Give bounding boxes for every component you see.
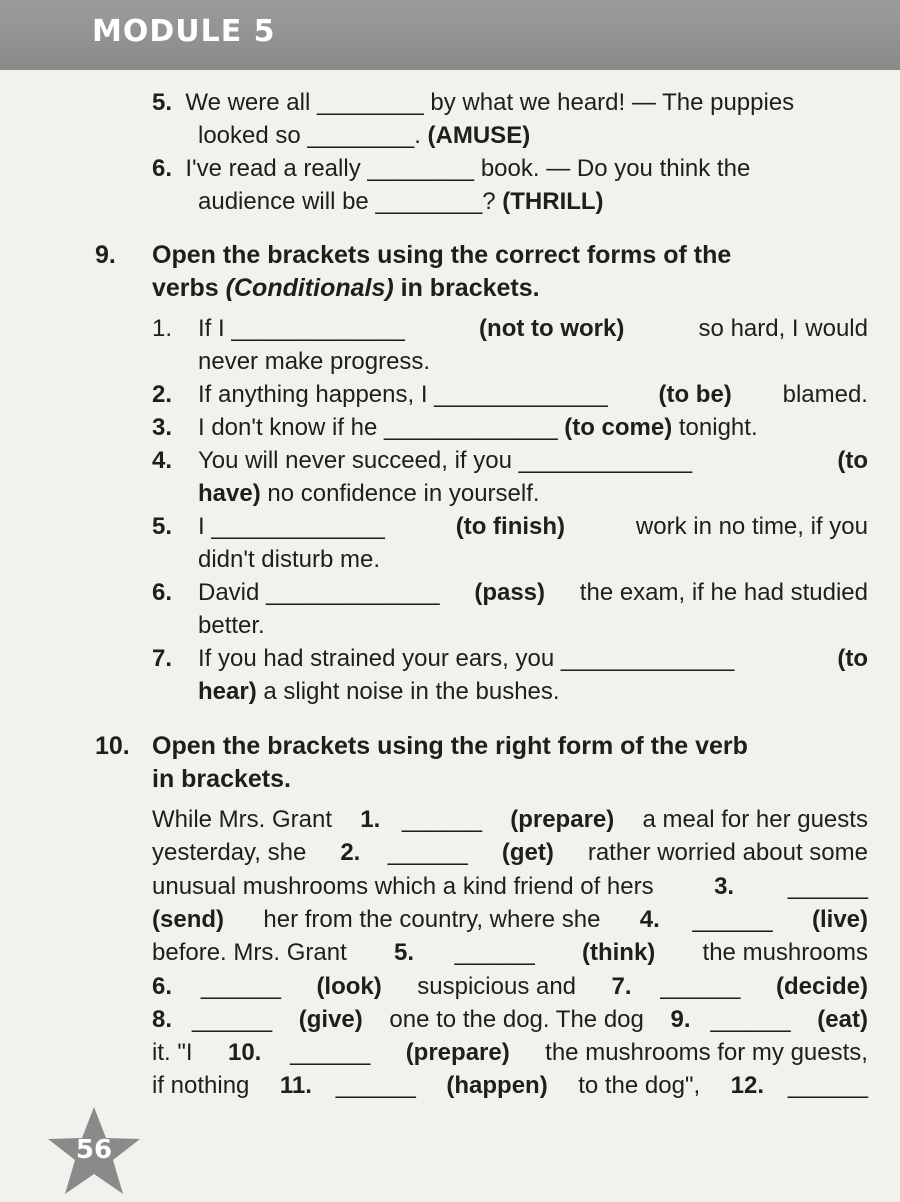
ex10-text: While Mrs. Grant	[152, 806, 339, 833]
ex9-item5-line2: didn't disturb me.	[198, 546, 381, 573]
ex10-text: ______	[290, 1039, 377, 1067]
ex10-key: (live)	[811, 905, 868, 933]
ex10-text: unusual mushrooms which a kind friend of hers	[152, 872, 661, 900]
ex10-line-4	[152, 903, 868, 936]
ex10-key: 12.	[730, 1072, 765, 1100]
ex10-text: the mushrooms for my guests,	[538, 1039, 868, 1067]
ex10-text: if nothing	[152, 1072, 257, 1100]
ex9-title-line1: Open the brackets using the correct forms of the	[152, 241, 732, 269]
ex9-item4-line2: have) no confidence in yourself.	[198, 480, 540, 507]
ex9-item1-line2: never make progress.	[198, 348, 431, 375]
ex10-line-6	[152, 970, 868, 1003]
ex10-text: ______	[787, 1072, 868, 1100]
module-title: MODULE 5	[92, 14, 276, 49]
ex10-text: yesterday, she	[152, 839, 313, 867]
ex9-item7-num: 7.	[152, 645, 173, 672]
ex10-text: ______	[335, 1072, 423, 1100]
ex8-item5-line2: looked so ________. (AMUSE)	[198, 122, 531, 149]
ex10-key: (happen)	[446, 1072, 548, 1100]
ex10-key: 11.	[279, 1072, 312, 1100]
ex10-key: (prepare)	[510, 806, 615, 833]
ex10-key: 5.	[394, 939, 415, 967]
ex10-key: 2.	[340, 839, 361, 867]
ex10-text: ______	[660, 972, 748, 1000]
ex10-line-1	[152, 803, 868, 836]
ex9-item7-line2: hear) a slight noise in the bushes.	[198, 678, 560, 705]
page-number: 56	[75, 1135, 113, 1165]
ex10-text: ______	[401, 806, 489, 833]
ex10-key: 8.	[152, 1005, 173, 1033]
ex9-item1-num: 1.	[152, 315, 173, 342]
ex10-key: 9.	[670, 1005, 691, 1033]
ex9-item4-line1: You will never succeed, if you _____________ (to	[198, 447, 868, 474]
ex10-key: (eat)	[817, 1005, 868, 1033]
ex9-item3-num: 3.	[152, 414, 173, 441]
ex10-text: ______	[192, 1005, 279, 1033]
ex10-key: (send)	[152, 905, 224, 933]
ex10-key: (prepare)	[405, 1039, 510, 1067]
ex10-text: ______	[787, 872, 868, 900]
ex10-key: (look)	[316, 972, 382, 1000]
ex10-line-5	[152, 936, 868, 969]
ex9-item5-num: 5.	[152, 513, 173, 540]
page-number-badge	[46, 1105, 142, 1197]
ex10-key: 4.	[639, 905, 660, 933]
ex10-key: (think)	[581, 939, 656, 967]
ex9-item7-line1: If you had strained your ears, you _____________ (to	[198, 645, 868, 672]
ex9-item2-line1: If anything happens, I _____________ (to be) blamed.	[198, 381, 868, 408]
ex10-text: before. Mrs. Grant	[152, 939, 354, 967]
ex10-title-line2: in brackets.	[152, 765, 291, 793]
module-header-band	[0, 0, 900, 70]
ex9-number: 9.	[95, 241, 116, 269]
ex10-text: ______	[710, 1005, 798, 1033]
ex10-line-3	[152, 870, 868, 903]
ex10-key: 6.	[152, 972, 173, 1000]
ex10-text: to the dog",	[571, 1072, 707, 1100]
ex10-key: (give)	[298, 1005, 363, 1033]
ex9-item5-line1: I _____________ (to finish) work in no time, if you	[198, 513, 868, 540]
ex9-item3-line1: I don't know if he _____________ (to come) tonight.	[198, 414, 758, 441]
ex9-item6-num: 6.	[152, 579, 173, 606]
ex10-key: 3.	[714, 872, 735, 900]
ex10-text: the mushrooms	[695, 939, 868, 967]
ex10-text: it. "I	[152, 1039, 200, 1067]
ex10-text: suspicious and	[410, 972, 583, 1000]
ex8-item5-line1: 5. We were all ________ by what we heard! — The puppies	[152, 89, 795, 116]
ex10-line-9	[152, 1069, 868, 1102]
ex10-key: (decide)	[775, 972, 868, 1000]
ex10-text: ______	[387, 839, 475, 867]
ex10-number: 10.	[95, 732, 130, 760]
ex9-item4-num: 4.	[152, 447, 173, 474]
ex9-item2-num: 2.	[152, 381, 173, 408]
ex8-item6-line2: audience will be ________? (THRILL)	[198, 188, 604, 215]
ex10-key: 7.	[611, 972, 632, 1000]
ex10-line-7	[152, 1003, 868, 1036]
ex8-item6-line1: 6. I've read a really ________ book. — Do you think the	[152, 155, 751, 182]
ex10-text: rather worried about some	[581, 839, 868, 867]
ex9-item6-line2: better.	[198, 612, 265, 639]
ex10-title-line1: Open the brackets using the right form of the verb	[152, 732, 748, 760]
ex10-key: (get)	[501, 839, 554, 867]
ex10-line-8	[152, 1036, 868, 1069]
ex10-line-2	[152, 836, 868, 869]
ex9-item1-line1: If I _____________ (not to work) so hard, I would	[198, 315, 868, 342]
ex10-text: her from the country, where she	[256, 905, 608, 933]
ex10-text: a meal for her guests	[635, 806, 868, 833]
ex10-text: ______	[692, 905, 780, 933]
ex9-item6-line1: David _____________ (pass) the exam, if he had studied	[198, 579, 868, 606]
ex10-key: 10.	[227, 1039, 262, 1067]
ex10-text: ______	[454, 939, 542, 967]
ex10-text: ______	[200, 972, 288, 1000]
ex10-text: one to the dog. The dog	[382, 1005, 651, 1033]
ex10-key: 1.	[360, 806, 381, 833]
ex9-title-line2: verbs (Conditionals) in brackets.	[152, 274, 540, 302]
